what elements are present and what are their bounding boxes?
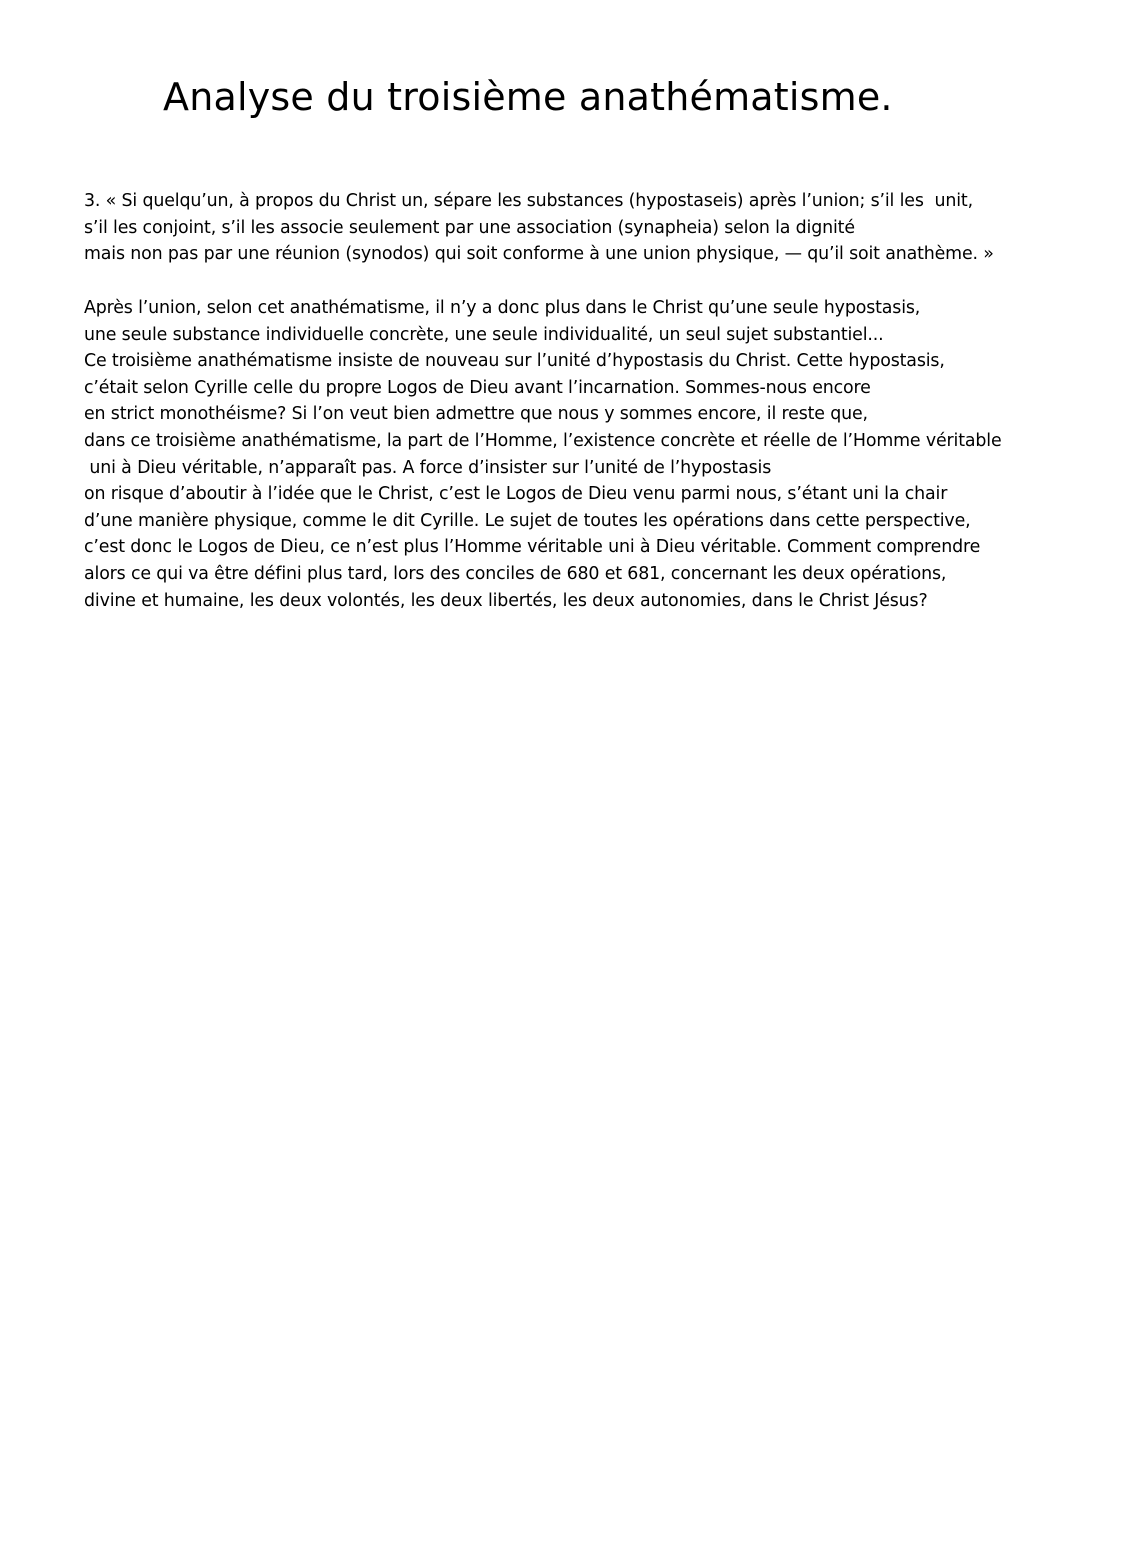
body-line: divine et humaine, les deux volontés, les deux libertés, les deux autonomies, dans le Christ Jésus? [84, 590, 928, 611]
quote-line: 3. « Si quelqu’un, à propos du Christ un, sépare les substances (hypostaseis) après l’union; s’il les unit, [84, 191, 973, 211]
body-line: Après l’union, selon cet anathématisme, il n’y a donc plus dans le Christ qu’une seule hypostasis, [84, 298, 921, 318]
body-line: alors ce qui va être défini plus tard, lors des conciles de 680 et 681, concernant les deux opérations, [84, 563, 947, 584]
body-line: en strict monothéisme? Si l’on veut bien admettre que nous y sommes encore, il reste que, [84, 404, 868, 425]
quote-line: mais non pas par une réunion (synodos) qui soit conforme à une union physique, — qu’il soit anathème. » [84, 244, 994, 265]
body-line: Ce troisième anathématisme insiste de nouveau sur l’unité d’hypostasis du Christ. Cette hypostasis, [84, 351, 945, 372]
body-line: uni à Dieu véritable, n’apparaît pas. A force d’insister sur l’unité de l’hypostasis [84, 457, 772, 478]
body-line: c’était selon Cyrille celle du propre Logos de Dieu avant l’incarnation. Sommes-nous encore [84, 377, 871, 398]
body-line: c’est donc le Logos de Dieu, ce n’est plus l’Homme véritable uni à Dieu véritable. Comment comprendre [84, 537, 981, 558]
anathematism-quote [84, 188, 994, 268]
quote-line: s’il les conjoint, s’il les associe seulement par une association (synapheia) selon la dignité [84, 217, 855, 238]
body-line: une seule substance individuelle concrète, une seule individualité, un seul sujet substantiel... [84, 324, 884, 345]
page-title: Analyse du troisième anathématisme. [163, 75, 893, 119]
body-line: d’une manière physique, comme le dit Cyrille. Le sujet de toutes les opérations dans cette perspective, [84, 510, 971, 531]
analysis-paragraph [84, 295, 1002, 614]
body-line: on risque d’aboutir à l’idée que le Christ, c’est le Logos de Dieu venu parmi nous, s’étant uni la chair [84, 484, 948, 505]
body-line: dans ce troisième anathématisme, la part de l’Homme, l’existence concrète et réelle de l’Homme véritable [84, 430, 1002, 451]
